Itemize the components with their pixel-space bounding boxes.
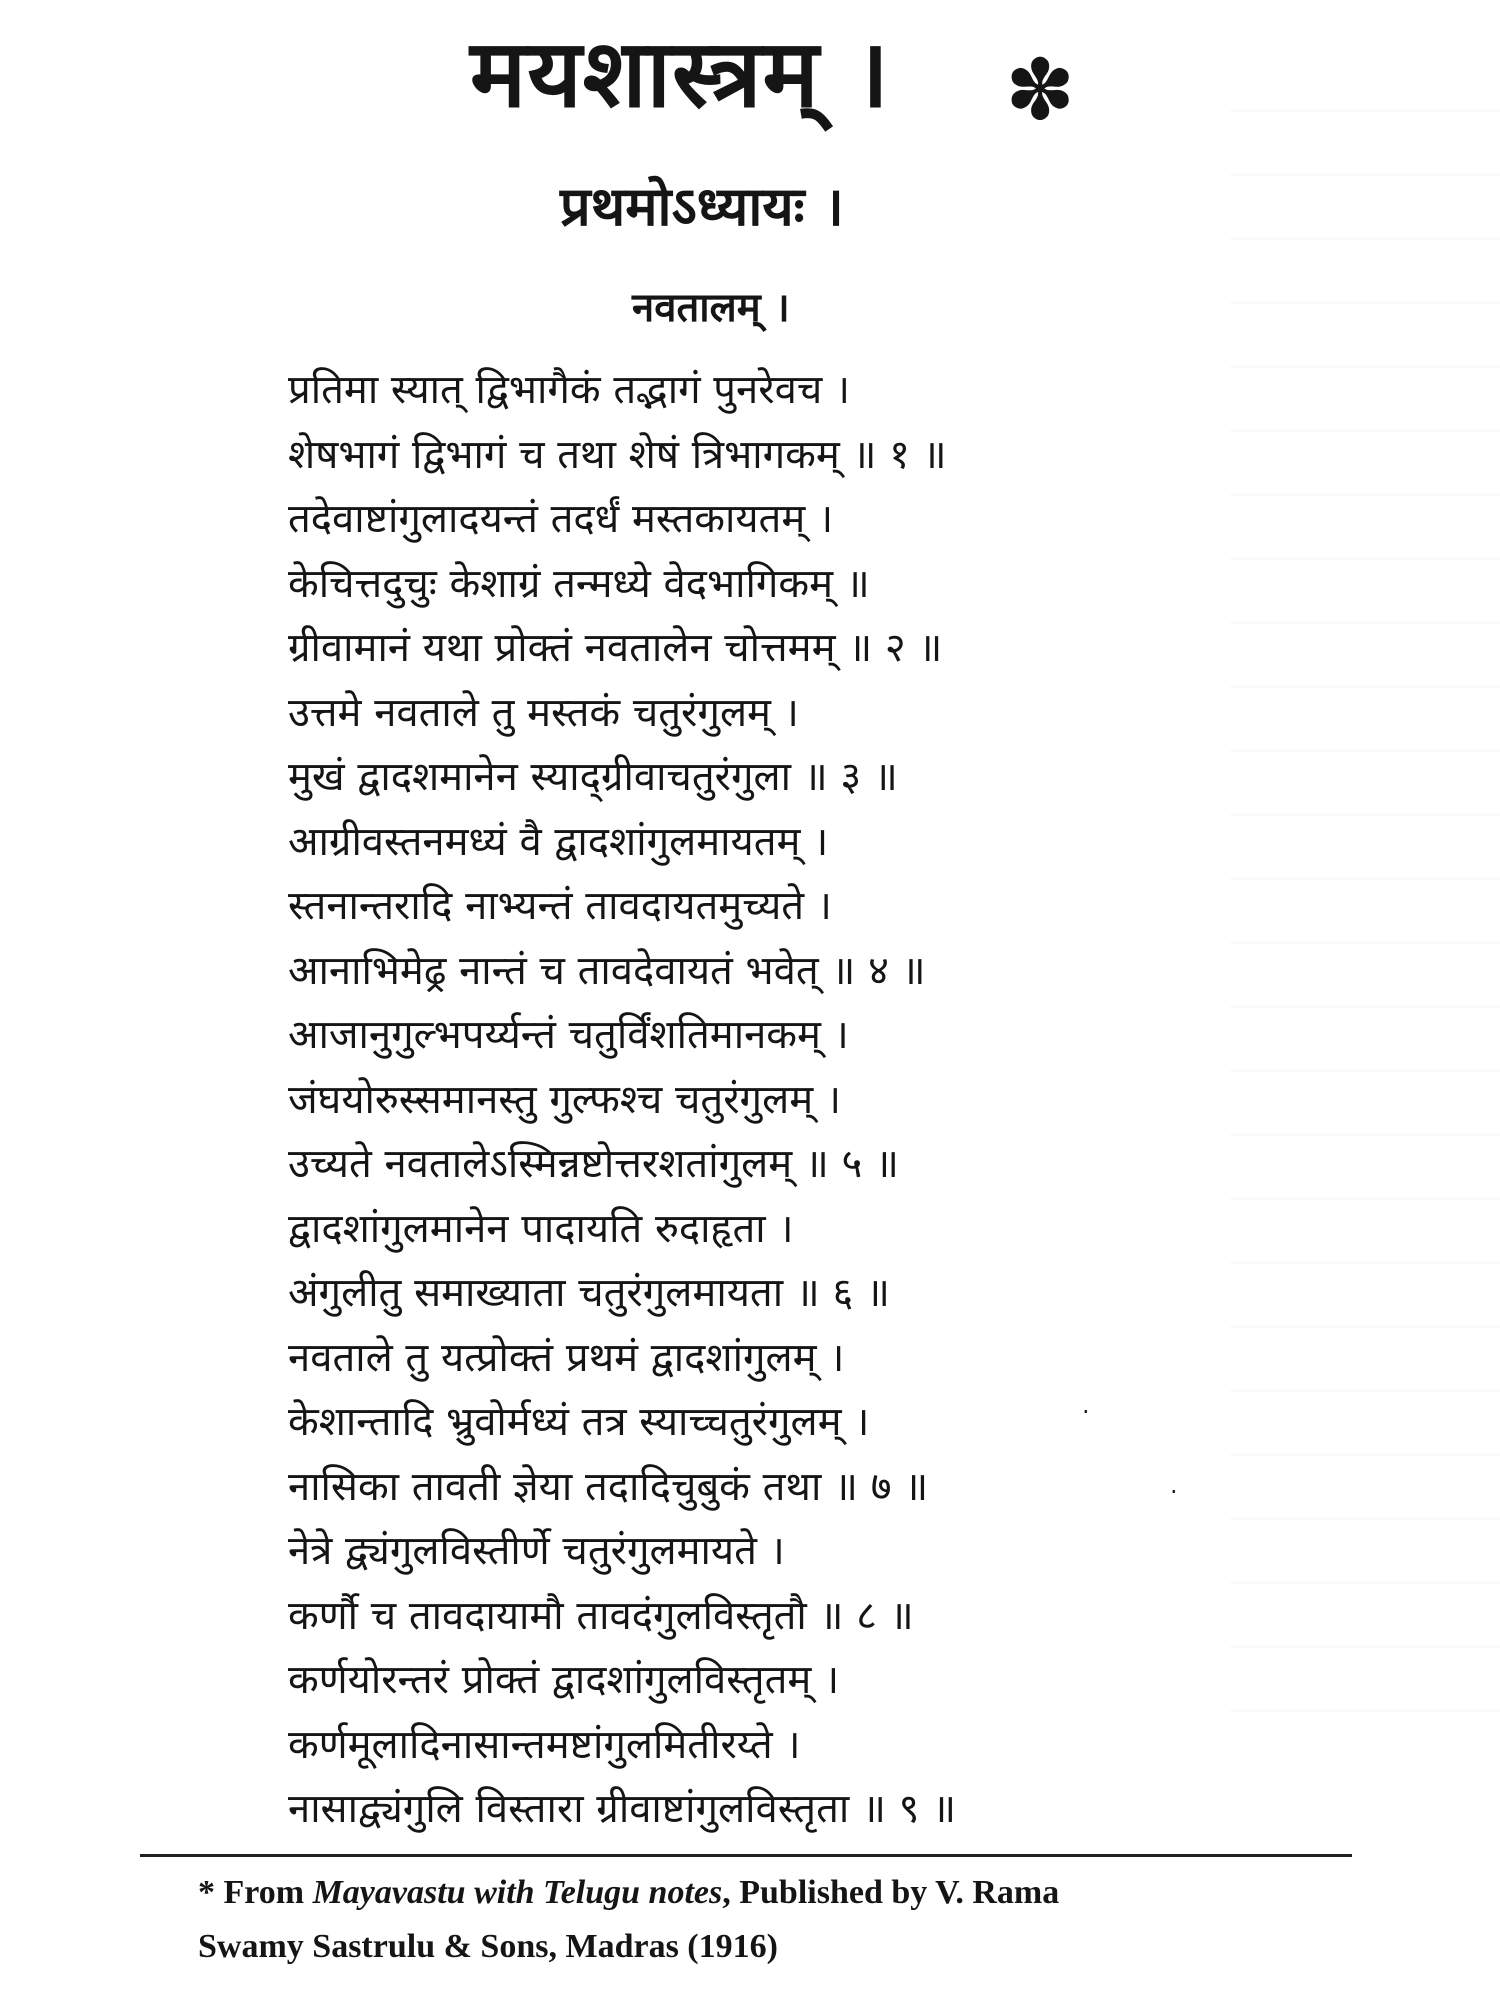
verse-list	[288, 362, 1288, 1846]
footnote-book-title: Mayavastu with Telugu notes	[312, 1874, 723, 1911]
verse-line: स्तनान्तरादि नाभ्यन्तं तावदायतमुच्यते ।	[288, 883, 832, 929]
verse-line: कर्णमूलादिनासान्तमष्टांगुलमितीरय्ते ।	[288, 1721, 801, 1768]
footnote-publisher: , Published by V. Rama	[722, 1874, 1060, 1911]
section-title: नवतालम् ।	[632, 285, 790, 331]
verse-line: केशान्तादि भ्रुवोर्मध्यं तत्र स्याच्चतुरंगुलम् ।	[288, 1399, 870, 1445]
verse-line: आग्रीवस्तनमध्यं वै द्वादशांगुलमायतम् ।	[288, 818, 829, 865]
footnote	[198, 1866, 1348, 1974]
verse-line: अंगुलीतु समाख्याता चतुरंगुलमायता ॥ ६ ॥	[288, 1270, 890, 1316]
footnote-asterisk-icon: ✽	[1005, 41, 1076, 139]
verse-line: केचित्तदुचुः केशाग्रं तन्मध्ये वेदभागिकम् ॥	[288, 560, 870, 607]
verse-line: नवताले तु यत्प्रोक्तं प्रथमं द्वादशांगुलम् ।	[288, 1334, 845, 1381]
verse-line: प्रतिमा स्यात् द्विभागैकं तद्भागं पुनरेवच ।	[288, 367, 851, 413]
verse-line: ग्रीवामानं यथा प्रोक्तं नवतालेन चोत्तमम् ॥ २ ॥	[288, 625, 943, 671]
verse-line: उत्तमे नवताले तु मस्तकं चतुरंगुलम् ।	[288, 689, 799, 736]
stray-ink-dot: ·	[1170, 1478, 1178, 1506]
verse-line: जंघयोरुस्समानस्तु गुल्फश्च चतुरंगुलम् ।	[288, 1076, 841, 1123]
verse-line: नासाद्व्यंगुलि विस्तारा ग्रीवाष्टांगुलविस्तृता ॥ ९ ॥	[288, 1786, 957, 1832]
verse-line: मुखं द्वादशमानेन स्याद्ग्रीवाचतुरंगुला ॥ ३ ॥	[288, 754, 898, 800]
verse-line: तदेवाष्टांगुलादयन्तं तदर्धं मस्तकायतम् ।	[288, 496, 834, 542]
footnote-prefix: From	[223, 1874, 305, 1911]
page-title: मयशास्त्रम् ।	[470, 20, 891, 129]
stray-ink-dot: ·	[1082, 1398, 1090, 1426]
footnote-marker: *	[198, 1874, 215, 1911]
verse-line: कर्णयोरन्तरं प्रोक्तं द्वादशांगुलविस्तृतम् ।	[288, 1657, 840, 1703]
verse-line: नासिका तावती ज्ञेया तदादिचुबुकं तथा ॥ ७ ॥	[288, 1463, 929, 1510]
verse-line: आनाभिमेढ्र नान्तं च तावदेवायतं भवेत् ॥ ४ ॥	[288, 947, 926, 994]
chapter-title: प्रथमोऽध्यायः ।	[560, 175, 844, 238]
verse-line: द्वादशांगुलमानेन पादायति रुदाहृता ।	[288, 1205, 794, 1252]
footnote-line-1	[198, 1866, 1348, 1920]
footnote-line-2: Swamy Sastrulu & Sons, Madras (1916)	[198, 1928, 778, 1965]
verse-line: उच्यते नवतालेऽस्मिन्नष्टोत्तरशतांगुलम् ॥ ५ ॥	[288, 1141, 900, 1187]
verse-line: शेषभागं द्विभागं च तथा शेषं त्रिभागकम् ॥ १ ॥	[288, 431, 947, 478]
verse-line: नेत्रे द्व्यंगुलविस्तीर्णे चतुरंगुलमायते ।	[288, 1528, 785, 1574]
verse-line: आजानुगुल्भपर्य्यन्तं चतुर्विंशतिमानकम् ।	[288, 1012, 849, 1058]
verse-line: कर्णौ च तावदायामौ तावदंगुलविस्तृतौ ॥ ८ ॥	[288, 1592, 914, 1639]
footnote-divider	[140, 1854, 1352, 1857]
